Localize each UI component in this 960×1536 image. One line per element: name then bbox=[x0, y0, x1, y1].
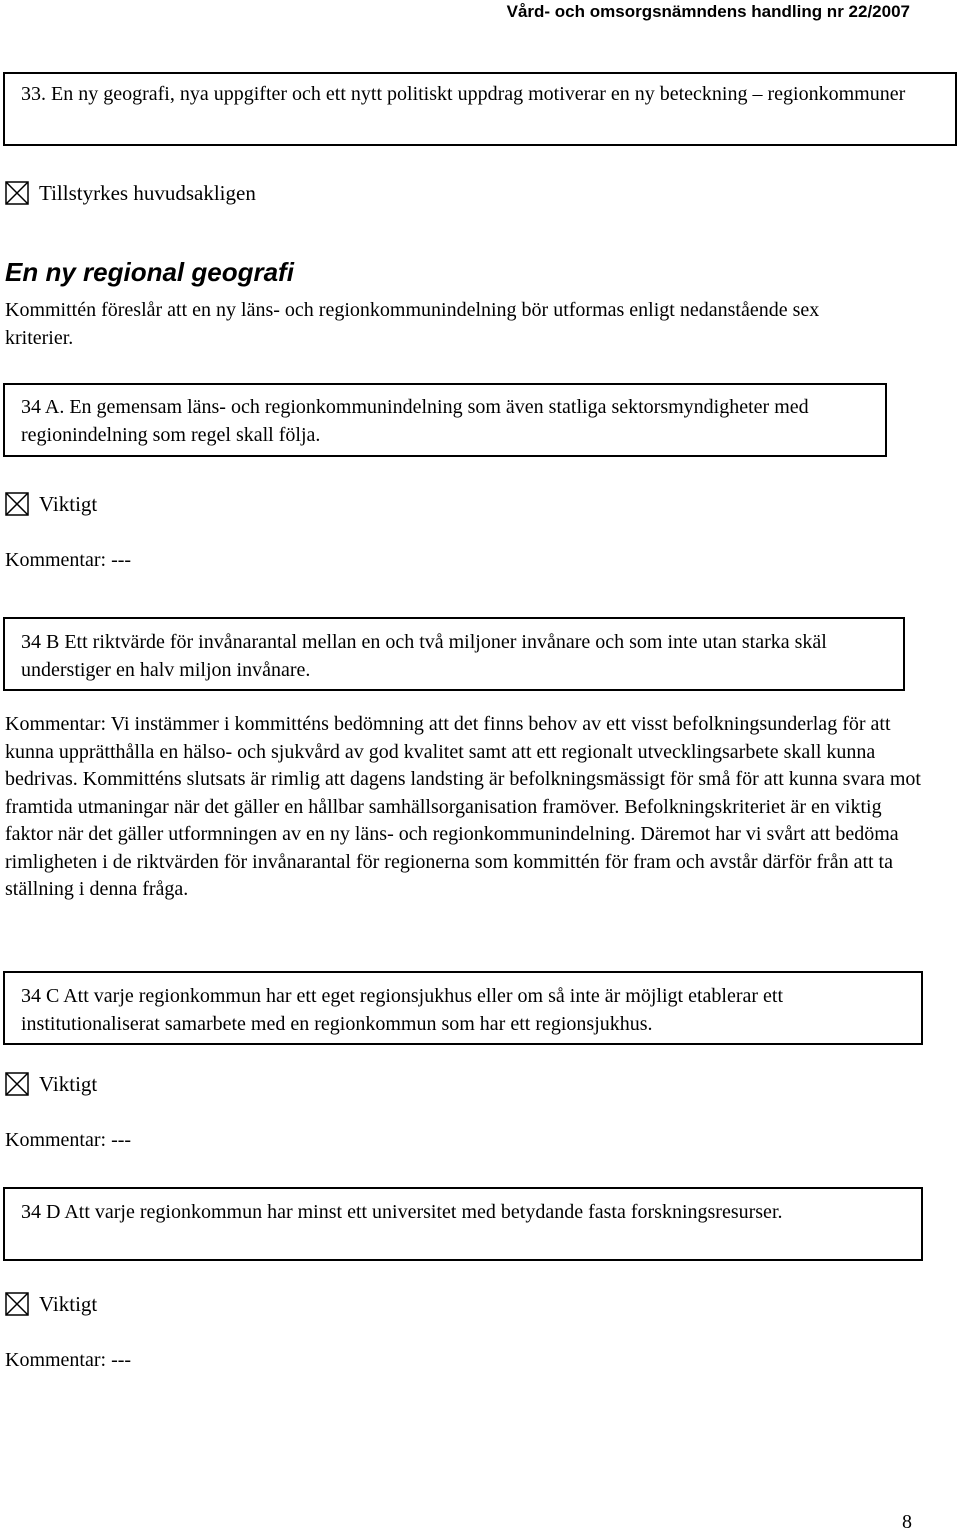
proposal-box-34b bbox=[3, 617, 905, 691]
check-label-34a: Viktigt bbox=[39, 491, 98, 516]
proposal-box-33 bbox=[3, 72, 957, 146]
intro-paragraph: Kommittén föreslår att en ny läns- och regionkommunindelning bör utformas enligt nedanstående sex kriterier. bbox=[5, 299, 820, 349]
proposal-text-34b: 34 B Ett riktvärde för invånarantal mellan en och två miljoner invånare och som inte utan starka skäl understiger en halv miljon invånare. bbox=[21, 631, 827, 681]
checked-box-icon[interactable] bbox=[5, 181, 29, 205]
checkbox-row-34c bbox=[5, 1071, 97, 1097]
document-header: Vård- och omsorgsnämndens handling nr 22/2007 bbox=[506, 2, 910, 21]
section-heading: En ny regional geografi bbox=[5, 257, 294, 287]
page-number: 8 bbox=[902, 1511, 912, 1533]
proposal-box-34c bbox=[3, 971, 923, 1045]
proposal-text-33: 33. En ny geografi, nya uppgifter och ett nytt politiskt uppdrag motiverar en ny beteckning – regionkommuner bbox=[21, 83, 906, 105]
checkbox-row-34a bbox=[5, 491, 97, 517]
check-label-34c: Viktigt bbox=[39, 1071, 98, 1096]
checked-box-icon[interactable] bbox=[5, 492, 29, 516]
check-label-33: Tillstyrkes huvudsakligen bbox=[39, 180, 256, 205]
proposal-text-34a: 34 A. En gemensam läns- och regionkommunindelning som även statliga sektorsmyndigheter med regionindelning som regel skall följa. bbox=[21, 396, 809, 446]
proposal-box-34d bbox=[3, 1187, 923, 1261]
checked-box-icon[interactable] bbox=[5, 1072, 29, 1096]
comment-34d: Kommentar: --- bbox=[5, 1349, 132, 1371]
check-label-34d: Viktigt bbox=[39, 1291, 98, 1316]
proposal-text-34d: 34 D Att varje regionkommun har minst ett universitet med betydande fasta forskningsresurser. bbox=[21, 1201, 783, 1223]
checked-box-icon[interactable] bbox=[5, 1292, 29, 1316]
checkbox-row-33 bbox=[5, 180, 256, 206]
comment-34a: Kommentar: --- bbox=[5, 549, 132, 571]
comment-34b: Kommentar: Vi instämmer i kommitténs bedömning att det finns behov av ett visst befolkningsunderlag för att kunna upprätthålla en hälso- och sjukvård av god kvalitet samt att ett regionalt utvecklingsarbete skall kunna bedrivas. Kommitténs slutsats är rimlig att dagens landsting är befolkningsmässigt för små för att kunna svara mot framtida utmaningar när det gäller en hållbar samhällsorganisation framöver. Befolkningskriteriet är en viktig faktor när det gäller utformningen av en ny läns- och regionkommunindelning. Däremot har vi svårt att bedöma rimligheten i de riktvärden för invånarantal för regionerna som kommittén för fram och avstår därför från att ta ställning i denna fråga. bbox=[5, 713, 921, 900]
comment-34c: Kommentar: --- bbox=[5, 1129, 132, 1151]
proposal-box-34a bbox=[3, 383, 887, 457]
checkbox-row-34d bbox=[5, 1291, 97, 1317]
proposal-text-34c: 34 C Att varje regionkommun har ett eget regionsjukhus eller om så inte är möjligt etablerar ett institutionaliserat samarbete med en regionkommun som har ett regionsjukhus. bbox=[21, 985, 784, 1035]
